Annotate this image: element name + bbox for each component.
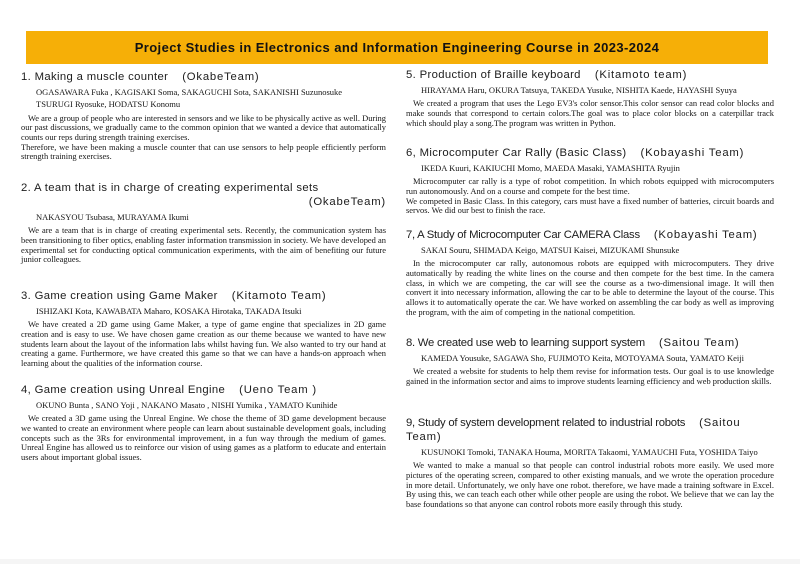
section-body (406, 461, 774, 509)
section-title-text: 1. Making a muscle counter (21, 71, 169, 83)
body-paragraph: We are a group of people who are interested in sensors and we like to be physically active as well. During our past discussions, we gradually came to the common opinion that we wanted a device that automatically counts our reps during strength training exercises. (21, 112, 386, 143)
body-paragraph: Therefore, we have been making a muscle counter that can use sensors to help people efficiently perform strength training exercises. (21, 141, 386, 162)
member-list (406, 162, 774, 174)
section-body (406, 259, 774, 317)
section-title-text: 5. Production of Braille keyboard (406, 69, 581, 81)
section-title (21, 289, 386, 303)
member-line: KUSUNOKI Tomoki, TANAKA Houma, MORITA Takaomi, YAMAUCHI Futa, YOSHIDA Taiyo (421, 447, 758, 457)
body-paragraph: We wanted to make a manual so that people can control industrial robots more easily. We used more pictures of the operating screen, compared to other existing manuals, and we wrote the operation procedure in more detail. Unfortunately, we only have one robot. therefore, we have made a training software in Excel. By using this, we can teach each other while other people are using the robot. We believe that we can lay the base foundations so that anyone can control robots more easily through this study. (406, 460, 774, 510)
body-paragraph: We are a team that is in charge of creating experimental sets. Recently, the communication system has been transitioning to fiber optics, enabling faster information transmission in society. We have developed an experimental set for conducting optical communication experiments, with the aim of benefiting our future junior colleagues. (21, 225, 386, 265)
body-paragraph: We created a 3D game using the Unreal Engine. We chose the theme of 3D game development because we wanted to create an environment where people can learn about sustainable development goals, including concepts such as the 3Rs for environmental improvement, in a fun way through the medium of games. Unreal Engine has allowed us to reinforce our vision of using games as a platform to educate and entertain users about important global issues. (21, 413, 386, 463)
body-paragraph: We created a website for students to help them revise for information tests. Our goal is to use knowledge gained in the information sector and aims to improve students learning efficiency and web production skills. (406, 366, 774, 387)
section-body (406, 99, 774, 128)
team-label: (Saitou Team) (658, 337, 740, 349)
member-line: TSURUGI Ryosuke, HODATSU Konomu (36, 99, 181, 110)
body-paragraph: We have created a 2D game using Game Maker, a type of game engine that specializes in 2D game creation and is easy to use. We have chosen game creation as our theme because we wanted to have new students learn about the layout of the information labs whilst having fun. We also wanted to try our hand at creating a game. Furthermore, we have created this game so that we can have a hands-on approach when learning about the qualities of the information course. (21, 319, 386, 369)
member-list (406, 352, 774, 364)
section-title-text: 6, Microcomputer Car Rally (Basic Class) (406, 147, 627, 159)
section-title-text: 3. Game creation using Game Maker (21, 290, 218, 302)
project-section-2 (21, 181, 386, 265)
member-list (406, 244, 774, 256)
member-line: ISHIZAKI Kota, KAWABATA Maharo, KOSAKA Hirotaka, TAKADA Itsuki (36, 306, 302, 316)
body-paragraph: Microcomputer car rally is a type of robot competition. In which robots equipped with microcomputers run autonomously. And on a course and compete for the best time. (406, 176, 774, 197)
body-paragraph: We created a program that uses the Lego EV3's color sensor.This color sensor can read color blocks and make sounds that correspond to certain colors.The goal was to place color blocks on a caterpillar track which should play a song.The program was written in Python. (406, 98, 774, 128)
project-section-4 (21, 383, 386, 463)
project-section-5 (406, 68, 774, 128)
project-section-1 (21, 70, 386, 162)
section-title (406, 228, 774, 242)
section-title (406, 336, 774, 350)
section-title (406, 416, 774, 444)
team-label: (Ueno Team ) (239, 384, 317, 396)
member-list (21, 86, 386, 111)
project-section-8 (406, 336, 774, 387)
team-label: (OkabeTeam) (308, 196, 386, 208)
section-title (21, 70, 386, 84)
section-body (21, 226, 386, 265)
project-section-7 (406, 228, 774, 317)
left-column (21, 0, 386, 564)
team-label: (Kobayashi Team) (653, 229, 758, 241)
member-line: HIRAYAMA Haru, OKURA Tatsuya, TAKEDA Yusuke, NISHITA Kaede, HAYASHI Syuya (421, 85, 737, 95)
member-line: NAKASYOU Tsubasa, MURAYAMA Ikumi (36, 212, 189, 222)
section-body (21, 414, 386, 462)
team-label: (OkabeTeam) (182, 71, 260, 83)
member-line: OGASAWARA Fuka , KAGISAKI Soma, SAKAGUCHI Sota, SAKANISHI Suzunosuke (36, 87, 343, 97)
section-body (406, 367, 774, 386)
section-body (21, 320, 386, 368)
member-list (406, 84, 774, 96)
team-label: (Kitamoto Team) (231, 290, 327, 302)
member-line: OKUNO Bunta , SANO Yoji , NAKANO Masato , NISHI Yumika , YAMATO Kunihide (36, 400, 338, 410)
section-title-text: 2. A team that is in charge of creating experimental sets (21, 182, 319, 194)
team-label: (Saitou Team) (406, 417, 741, 443)
section-body (406, 177, 774, 216)
section-title-text: 9, Study of system development related to industrial robots (406, 417, 686, 429)
project-section-3 (21, 289, 386, 369)
section-title-text: 4, Game creation using Unreal Engine (21, 384, 226, 396)
section-title (21, 383, 386, 397)
section-title (406, 146, 774, 160)
member-line: IKEDA Kuuri, KAKIUCHI Momo, MAEDA Masaki, YAMASHITA Ryujin (421, 163, 680, 173)
member-line: KAMEDA Yousuke, SAGAWA Sho, FUJIMOTO Keita, MOTOYAMA Souta, YAMATO Keiji (421, 353, 744, 363)
section-title (21, 181, 386, 209)
section-title (406, 68, 774, 82)
member-list (21, 305, 386, 317)
team-label: (Kobayashi Team) (640, 147, 745, 159)
member-list (406, 446, 774, 458)
page-title: Project Studies in Electronics and Information Engineering Course in 2023-2024 (134, 40, 660, 55)
member-list (21, 399, 386, 411)
section-title-text: 7, A Study of Microcomputer Car CAMERA Class (406, 229, 640, 241)
body-paragraph: We competed in Basic Class. In this category, cars must have a fixed number of batteries, circuit boards and servos. We did our best to finish the race. (406, 195, 774, 216)
section-title-text: 8. We created use web to learning support system (406, 337, 645, 349)
body-paragraph: In the microcomputer car rally, autonomous robots are equipped with microcomputers. They drive automatically by reading the white lines on the course and then compete for the best time. In the camera class, in which we are competing, the car will see the course as a two-dimensional image. It will then convert it into necessary information, allowing the car to be able to determine the layout of the course. This allows it to automatically operate the car. We have worked on assembling the car body as well as improving the program, with the aim of competing in the national competition. (406, 258, 774, 317)
project-section-6 (406, 146, 774, 216)
project-section-9 (406, 416, 774, 510)
section-body (21, 114, 386, 162)
right-column (406, 0, 774, 564)
page-bottom-edge (0, 559, 800, 564)
team-label: (Kitamoto team) (594, 69, 688, 81)
member-line: SAKAI Souru, SHIMADA Keigo, MATSUI Kaisei, MIZUKAMI Shunsuke (421, 245, 680, 255)
member-list (21, 211, 386, 223)
